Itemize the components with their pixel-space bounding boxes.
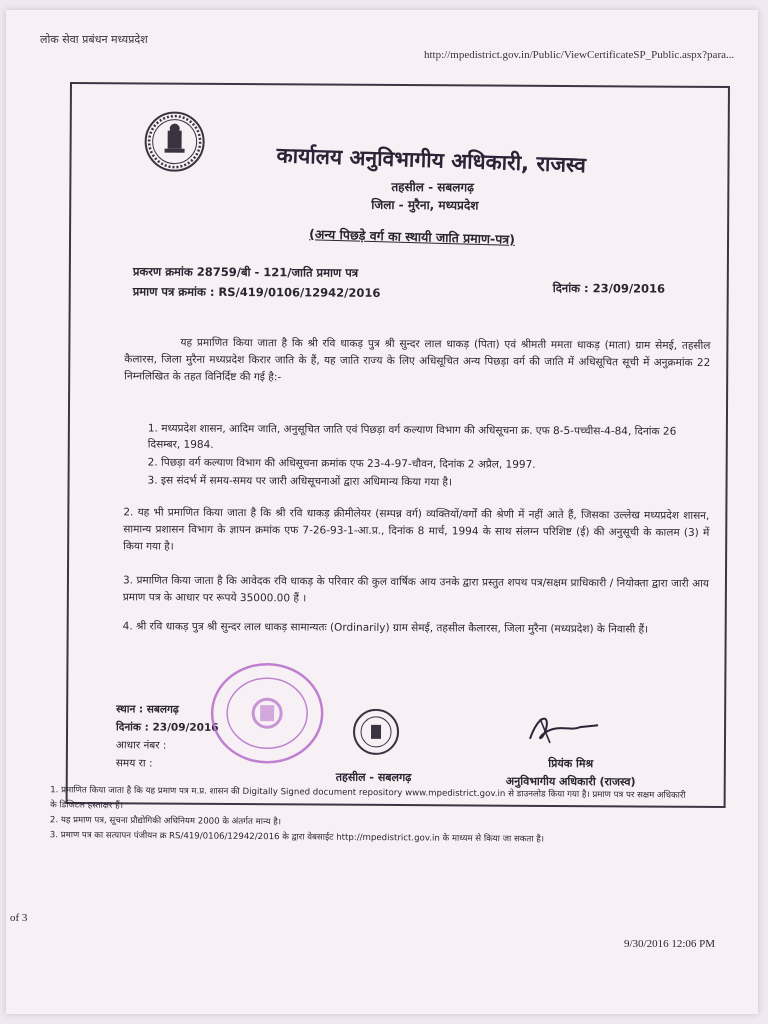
district-line: जिला - मुरैना, मध्यप्रदेश	[371, 197, 479, 213]
certificate-number: प्रमाण पत्र क्रमांक : RS/419/0106/12942/2016	[132, 284, 381, 300]
state-emblem-icon	[143, 110, 205, 172]
signatory-name: प्रियंक मिश्र	[548, 756, 594, 771]
certificate-page	[6, 10, 758, 1014]
aadhaar-line: आधार नंबर :	[115, 739, 167, 752]
footnotes	[50, 783, 690, 849]
signature-icon	[520, 709, 602, 750]
page-indicator: of 3	[10, 912, 28, 924]
footnote: 2. यह प्रमाण पत्र, सूचना प्रौद्योगिकी अधिनियम 2000 के अंतर्गत मान्य है।	[49, 815, 282, 828]
case-number: प्रकरण क्रमांक 28759/बी - 121/जाति प्रमाण पत्र	[132, 264, 359, 280]
intro-paragraph: यह प्रमाणित किया जाता है कि श्री रवि धाकड़ पुत्र श्री सुन्दर लाल धाकड़ (पिता) एवं श्रीमती ममता धाकड़ (माता) ग्राम सेमई, तहसील कैलारस, जिला मुरैना मध्यप्रदेश किरार जाति के हैं, यह जाति राज्य के लिए अधिसूचित अन्य पिछड़ा वर्ग की जाति में अधिसूचित सूची में अनुक्रमांक 22 निम्नलिखित के तहत विनिर्दिष्ट की गई है:-	[124, 336, 711, 384]
list-item: 1. मध्यप्रदेश शासन, आदिम जाति, अनुसूचित जाति एवं पिछड़ा वर्ग कल्याण विभाग की अधिसूचना क्र. एफ 8-5-पच्चीस-4-84, दिनांक 26 दिसम्बर, 1984.	[147, 422, 677, 451]
tehsil-line: तहसील - सबलगढ़	[391, 179, 474, 195]
footnote: 3. प्रमाण पत्र का सत्यापन पंजीयन क्र RS/419/0106/12942/2016 के द्वारा वेबसाईट http://mpedistrict.gov.in के माध्यम से किया जा सकता है।	[49, 830, 545, 845]
date-line: दिनांक : 23/09/2016	[116, 721, 219, 734]
office-title: कार्यालय अनुविभागीय अधिकारी, राजस्व	[276, 143, 587, 178]
list-item: 3. इस संदर्भ में समय-समय पर जारी अधिसूचनाओं द्वारा अधिमान्य किया गया है।	[147, 474, 453, 489]
tehsil-footer: तहसील - सबलगढ़	[335, 770, 412, 785]
signatory-block	[506, 755, 636, 792]
list-item: 2. पिछड़ा वर्ग कल्याण विभाग की अधिसूचना क्रमांक एफ 23-4-97-चौवन, दिनांक 2 अप्रैल, 1997.	[147, 456, 536, 471]
creamy-layer-paragraph: 2. यह भी प्रमाणित किया जाता है कि श्री रवि धाकड़ क्रीमीलेयर (सम्पन्न वर्ग) व्यक्तियों/वर्गों की श्रेणी में नहीं आते हैं, जिसका उल्लेख मध्यप्रदेश शासन, सामान्य प्रशासन विभाग के ज्ञापन क्रमांक एफ 7-26-93-1-आ.प्र., दिनांक 8 मार्च, 1994 के साथ संलग्न परिशिष्ट (ई) की अनुसूची के कालम (3) में किया गया है।	[123, 506, 710, 553]
signatory-designation: अनुविभागीय अधिकारी (राजस्व)	[505, 774, 636, 789]
time-line: समय रा :	[115, 757, 153, 770]
office-seal-icon	[208, 661, 327, 766]
place-line: स्थान : सबलगढ़	[116, 703, 179, 716]
notification-list	[148, 420, 704, 493]
residence-paragraph: 4. श्री रवि धाकड़ पुत्र श्री सुन्दर लाल धाकड़ सामान्यतः (Ordinarily) ग्राम सेमई, तहसील कैलारस, जिला मुरैना (मध्यप्रदेश) के निवासी हैं।	[122, 620, 649, 636]
header-left-text: लोक सेवा प्रबंधन मध्यप्रदेश	[40, 33, 148, 46]
print-timestamp: 9/30/2016 12:06 PM	[624, 938, 716, 950]
footnote: 1. प्रमाणित किया जाता है कि यह प्रमाण पत्र म.प्र. शासन की Digitally Signed document repository www.mpedistrict.gov.in से डाउनलोड किया गया है। प्रमाण पत्र पर सक्षम अधिकारी के डिजिटल हस्ताक्षर हैं।	[50, 785, 686, 811]
certificate-frame	[66, 82, 730, 808]
place-block	[116, 700, 219, 773]
issue-date: दिनांक : 23/09/2016	[552, 280, 666, 296]
header-url: http://mpedistrict.gov.in/Public/ViewCertificateSP_Public.aspx?para...	[424, 49, 735, 61]
income-paragraph: 3. प्रमाणित किया जाता है कि आवेदक रवि धाकड़ के परिवार की कुल वार्षिक आय उनके द्वारा प्रस्तुत शपथ पत्र/सक्षम प्राधिकारी / नियोक्ता द्वारा जारी आय प्रमाण पत्र के आधार पर रूपये 35000.00 हैं ।	[122, 574, 709, 605]
tehsil-stamp-icon	[352, 708, 400, 756]
certificate-title: (अन्य पिछड़े वर्ग का स्थायी जाति प्रमाण-पत्र)	[308, 226, 516, 247]
